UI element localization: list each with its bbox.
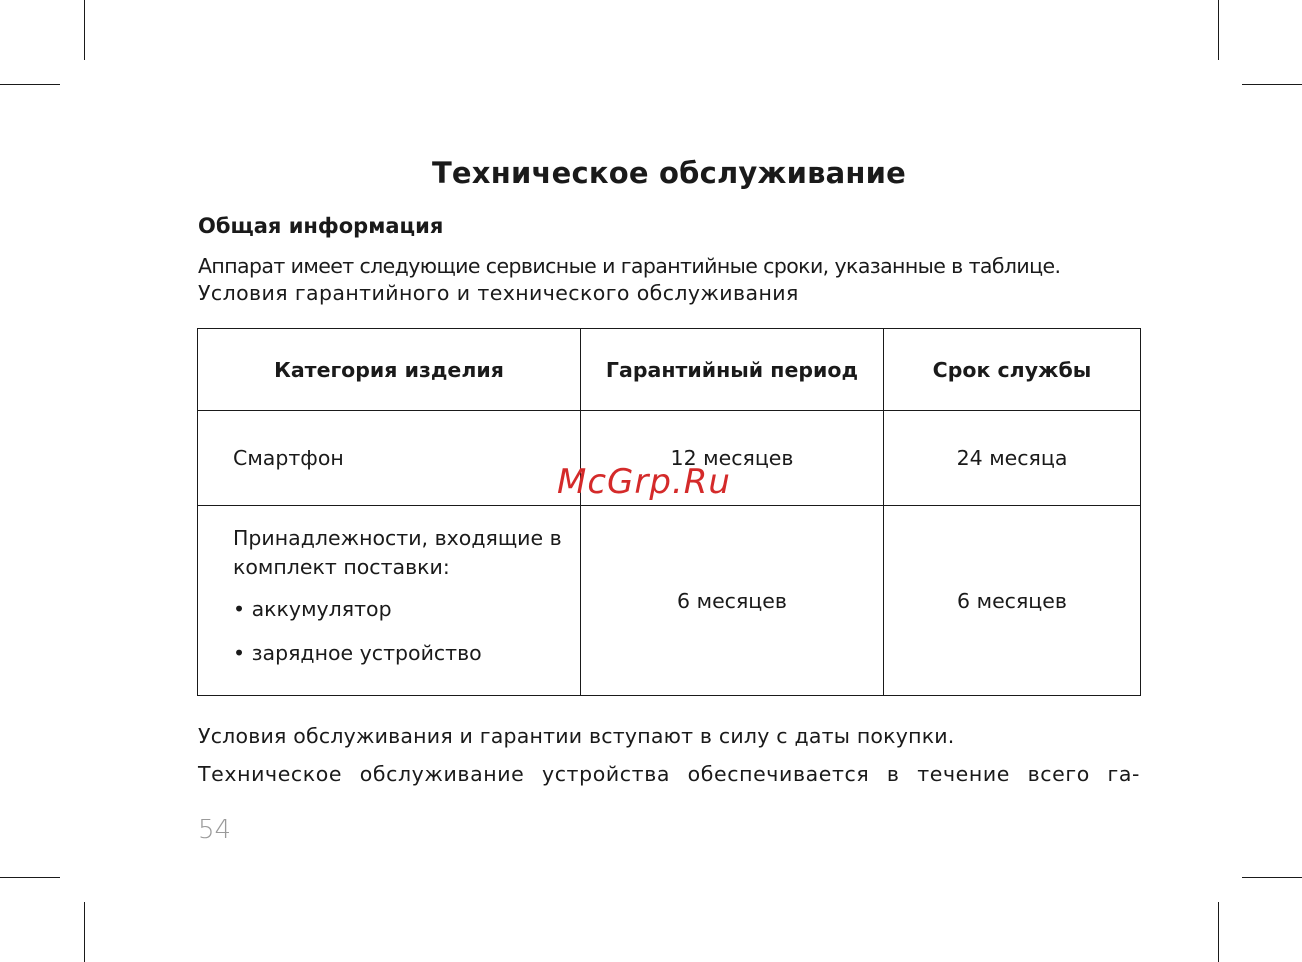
watermark: McGrp.Ru [557,462,731,502]
intro-line: Условия гарантийного и технического обслуживания [198,281,799,305]
accessories-title: Принадлежности, входящие в комплект поставки: [233,525,562,579]
crop-mark [1242,877,1302,878]
warranty-cell: 12 месяцев [581,411,884,506]
table-header-row [198,329,1141,411]
crop-mark [1242,84,1302,85]
crop-mark [84,902,85,962]
list-item: • зарядное устройство [233,638,580,668]
column-header-category: Категория изделия [198,329,581,411]
page-title: Техническое обслуживание [431,156,907,190]
service-life-cell: 6 месяцев [884,506,1141,696]
category-cell: Смартфон [198,411,581,506]
warranty-table [197,328,1141,696]
warranty-cell: 6 месяцев [581,506,884,696]
crop-mark [1218,0,1219,60]
page-number: 54 [198,815,232,845]
service-life-cell: 24 месяца [884,411,1141,506]
section-heading: Общая информация [198,214,444,238]
crop-mark [84,0,85,60]
intro-line: Аппарат имеет следующие сервисные и гарантийные сроки, указанные в таблице. [198,254,1061,278]
crop-mark [0,877,60,878]
intro-paragraph [198,253,1148,307]
crop-mark [1218,902,1219,962]
category-cell [198,506,581,696]
column-header-service-life: Срок службы [884,329,1141,411]
list-item: • аккумулятор [233,594,580,624]
terms-paragraph: Условия обслуживания и гарантии вступают в силу с даты покупки. [198,724,955,748]
table-row [198,506,1141,696]
accessories-list [233,594,580,668]
crop-mark [0,84,60,85]
service-paragraph: Техническое обслуживание устройства обеспечивается в течение всего га- [198,762,1140,786]
column-header-warranty: Гарантийный период [581,329,884,411]
